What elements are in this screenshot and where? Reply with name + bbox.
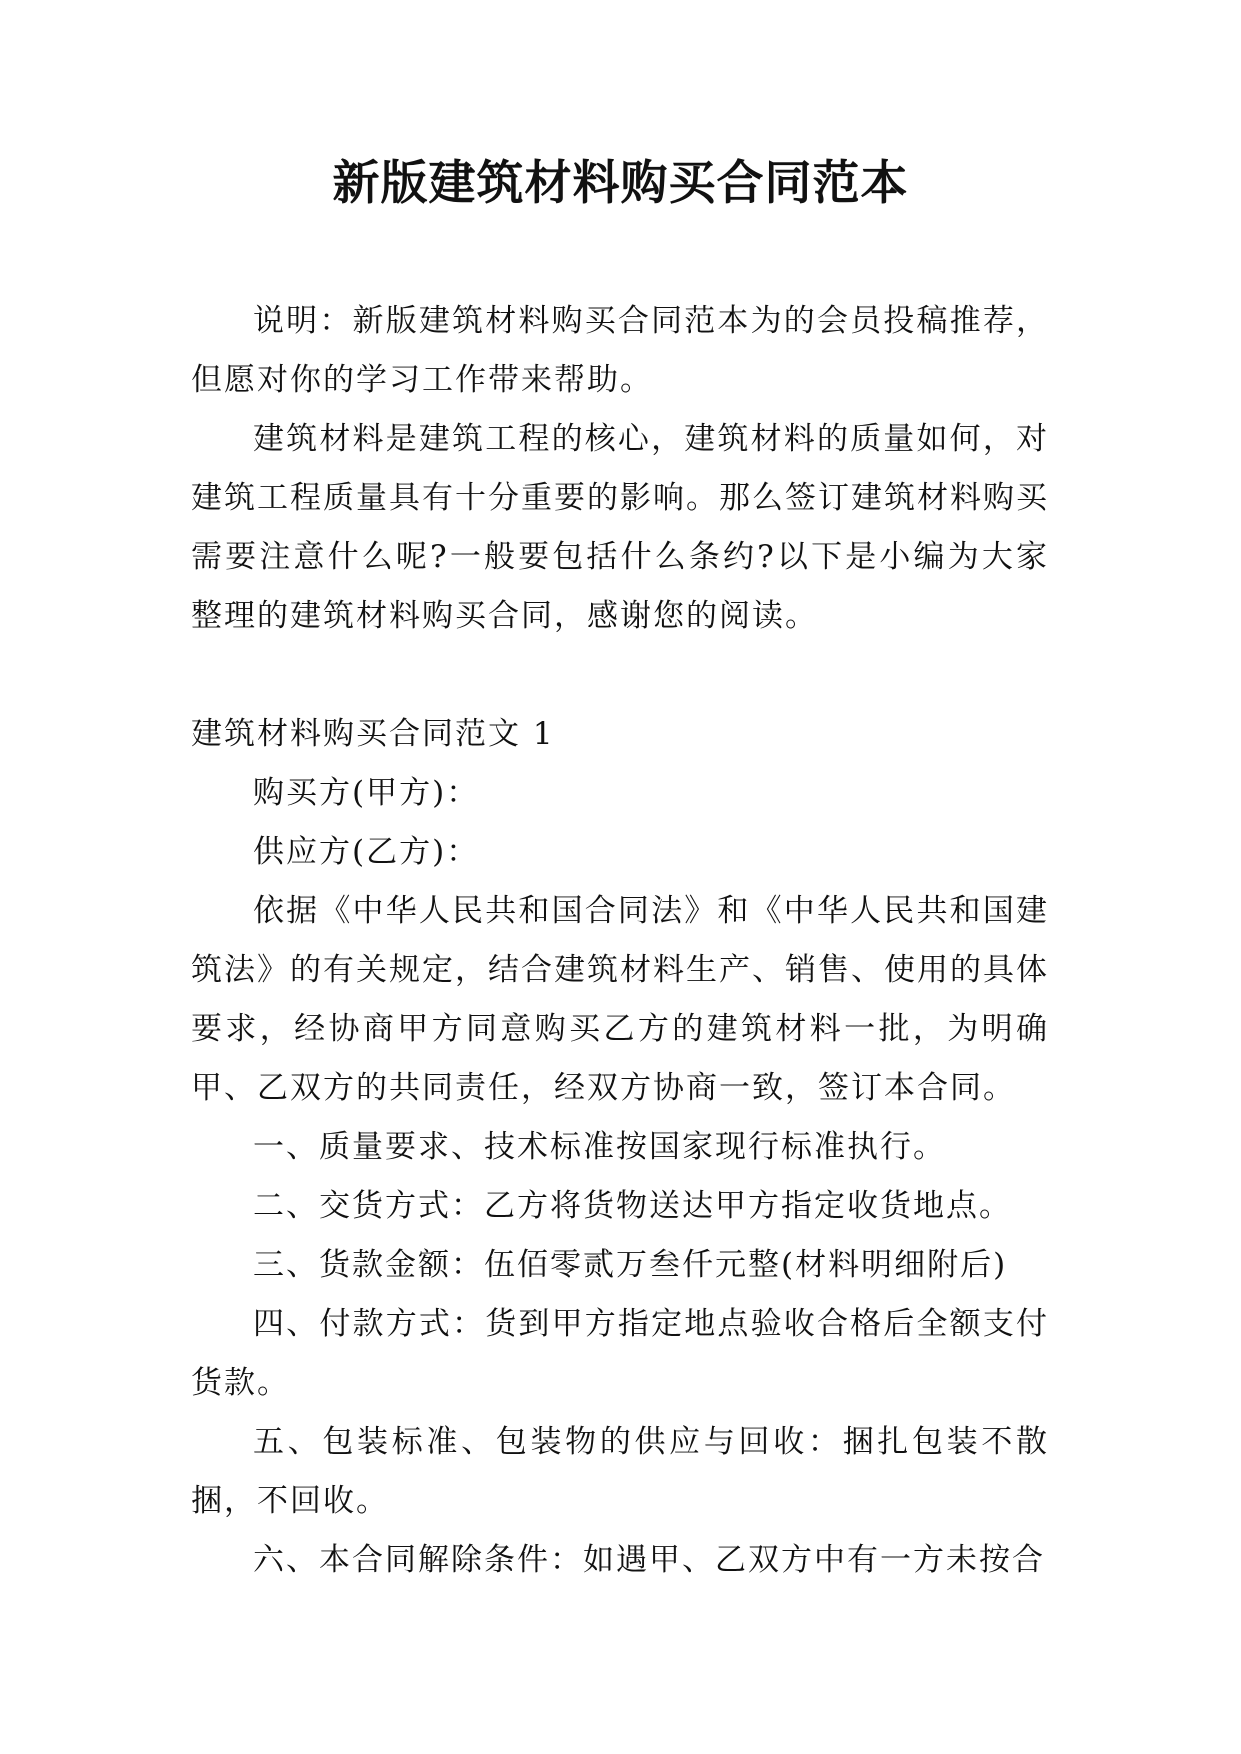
clause-delivery: 二、交货方式：乙方将货物送达甲方指定收货地点。 [253, 1188, 1012, 1224]
clause-quality: 一、质量要求、技术标准按国家现行标准执行。 [253, 1129, 946, 1165]
supplier-party-line: 供应方(乙方)： [253, 834, 480, 870]
section-heading: 建筑材料购买合同范文 1 [191, 716, 555, 752]
intro-paragraph: 说明：新版建筑材料购买合同范本为的会员投稿推荐，但愿对你的学习工作带来帮助。 [191, 303, 1049, 398]
clause-termination: 六、本合同解除条件：如遇甲、乙双方中有一方未按合 [253, 1542, 1045, 1578]
preamble-paragraph: 依据《中华人民共和国合同法》和《中华人民共和国建筑法》的有关规定，结合建筑材料生产、销售、使用的具体要求，经协商甲方同意购买乙方的建筑材料一批，为明确甲、乙双方的共同责任，经双方协商一致，签订本合同。 [191, 893, 1049, 1106]
intro-paragraph: 建筑材料是建筑工程的核心，建筑材料的质量如何，对建筑工程质量具有十分重要的影响。那么签订建筑材料购买需要注意什么呢?一般要包括什么条约?以下是小编为大家整理的建筑材料购买合同，感谢您的阅读。 [191, 421, 1049, 634]
clause-amount: 三、货款金额：伍佰零贰万叁仟元整(材料明细附后) [253, 1247, 1008, 1283]
document-body [191, 292, 1049, 1590]
paragraph-gap [191, 646, 1049, 705]
buyer-party-line: 购买方(甲方)： [253, 775, 480, 811]
clause-payment: 四、付款方式：货到甲方指定地点验收合格后全额支付货款。 [191, 1306, 1049, 1401]
clause-packaging: 五、包装标准、包装物的供应与回收：捆扎包装不散捆，不回收。 [191, 1424, 1049, 1519]
document-title: 新版建筑材料购买合同范本 [332, 156, 909, 211]
